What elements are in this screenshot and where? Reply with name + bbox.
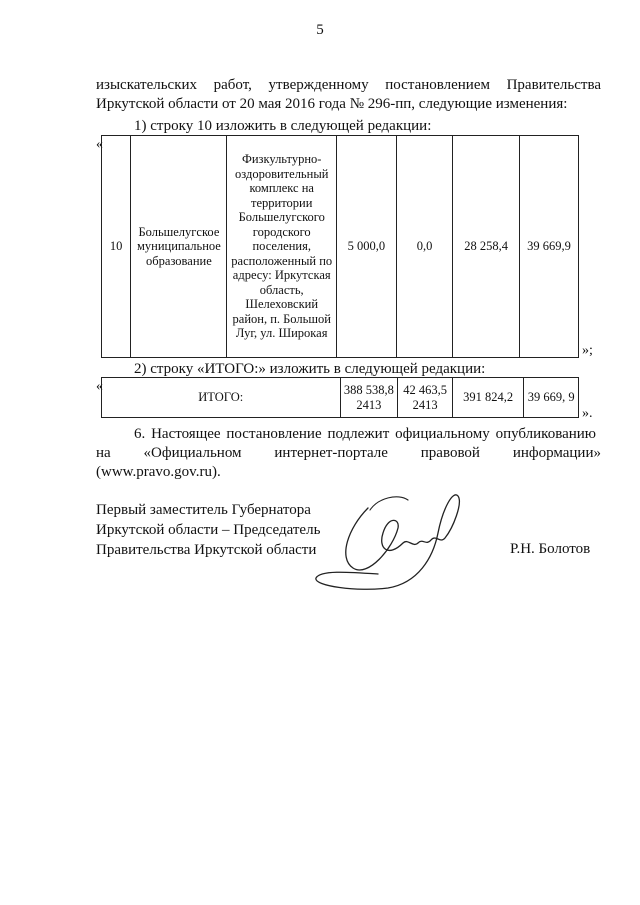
item-6-line-2: на «Официальном интернет-портале правовой информации» xyxy=(96,445,601,461)
page-number: 5 xyxy=(316,22,324,38)
value-cell-1: 5 000,0 xyxy=(336,136,396,358)
object-cell: Физкультурно-оздоровительный комплекс на территории Большелугского городского поселения, расположенный по адресу: Иркутская область, Шелеховский район, п. Большой Луг, ул. Широкая xyxy=(227,136,336,358)
quote-close-2: ». xyxy=(582,406,593,421)
signer-name: Р.Н. Болотов xyxy=(510,541,591,557)
quote-close-1: »; xyxy=(582,343,593,358)
signatory-line-1: Первый заместитель Губернатора xyxy=(96,502,311,518)
total-value-cell-2: 42 463,5 2413 xyxy=(398,378,453,418)
table-row xyxy=(102,136,579,358)
total-value-cell-1: 388 538,8 2413 xyxy=(340,378,398,418)
value-cell-4: 39 669,9 xyxy=(519,136,578,358)
row-number-cell: 10 xyxy=(102,136,131,358)
table-row xyxy=(102,378,579,418)
value-cell-2: 0,0 xyxy=(396,136,452,358)
row10-table xyxy=(101,135,579,358)
item-6-line-3: (www.pravo.gov.ru). xyxy=(96,464,221,480)
signatory-line-3: Правительства Иркутской области xyxy=(96,542,317,558)
item-1-text: 1) строку 10 изложить в следующей редакции: xyxy=(134,118,432,134)
value-cell-3: 28 258,4 xyxy=(453,136,520,358)
total-value-cell-3: 391 824,2 xyxy=(453,378,524,418)
intro-line-2: Иркутской области от 20 мая 2016 года № 296-пп, следующие изменения: xyxy=(96,96,568,112)
quote-open-1: « xyxy=(96,137,103,152)
total-value-cell-4: 39 669, 9 xyxy=(524,378,579,418)
quote-open-2: « xyxy=(96,379,103,394)
item-2-text: 2) строку «ИТОГО:» изложить в следующей редакции: xyxy=(134,361,486,377)
intro-line-1: изыскательских работ, утвержденному постановлением Правительства xyxy=(96,77,601,93)
total-table xyxy=(101,377,579,418)
total-label-cell: ИТОГО: xyxy=(102,378,341,418)
handwritten-signature xyxy=(308,488,488,598)
municipality-cell: Большелугское муниципальное образование xyxy=(131,136,227,358)
signatory-title xyxy=(96,500,320,560)
item-6-line-1: 6. Настоящее постановление подлежит официальному опубликованию xyxy=(134,426,596,442)
signatory-line-2: Иркутской области – Председатель xyxy=(96,522,321,538)
